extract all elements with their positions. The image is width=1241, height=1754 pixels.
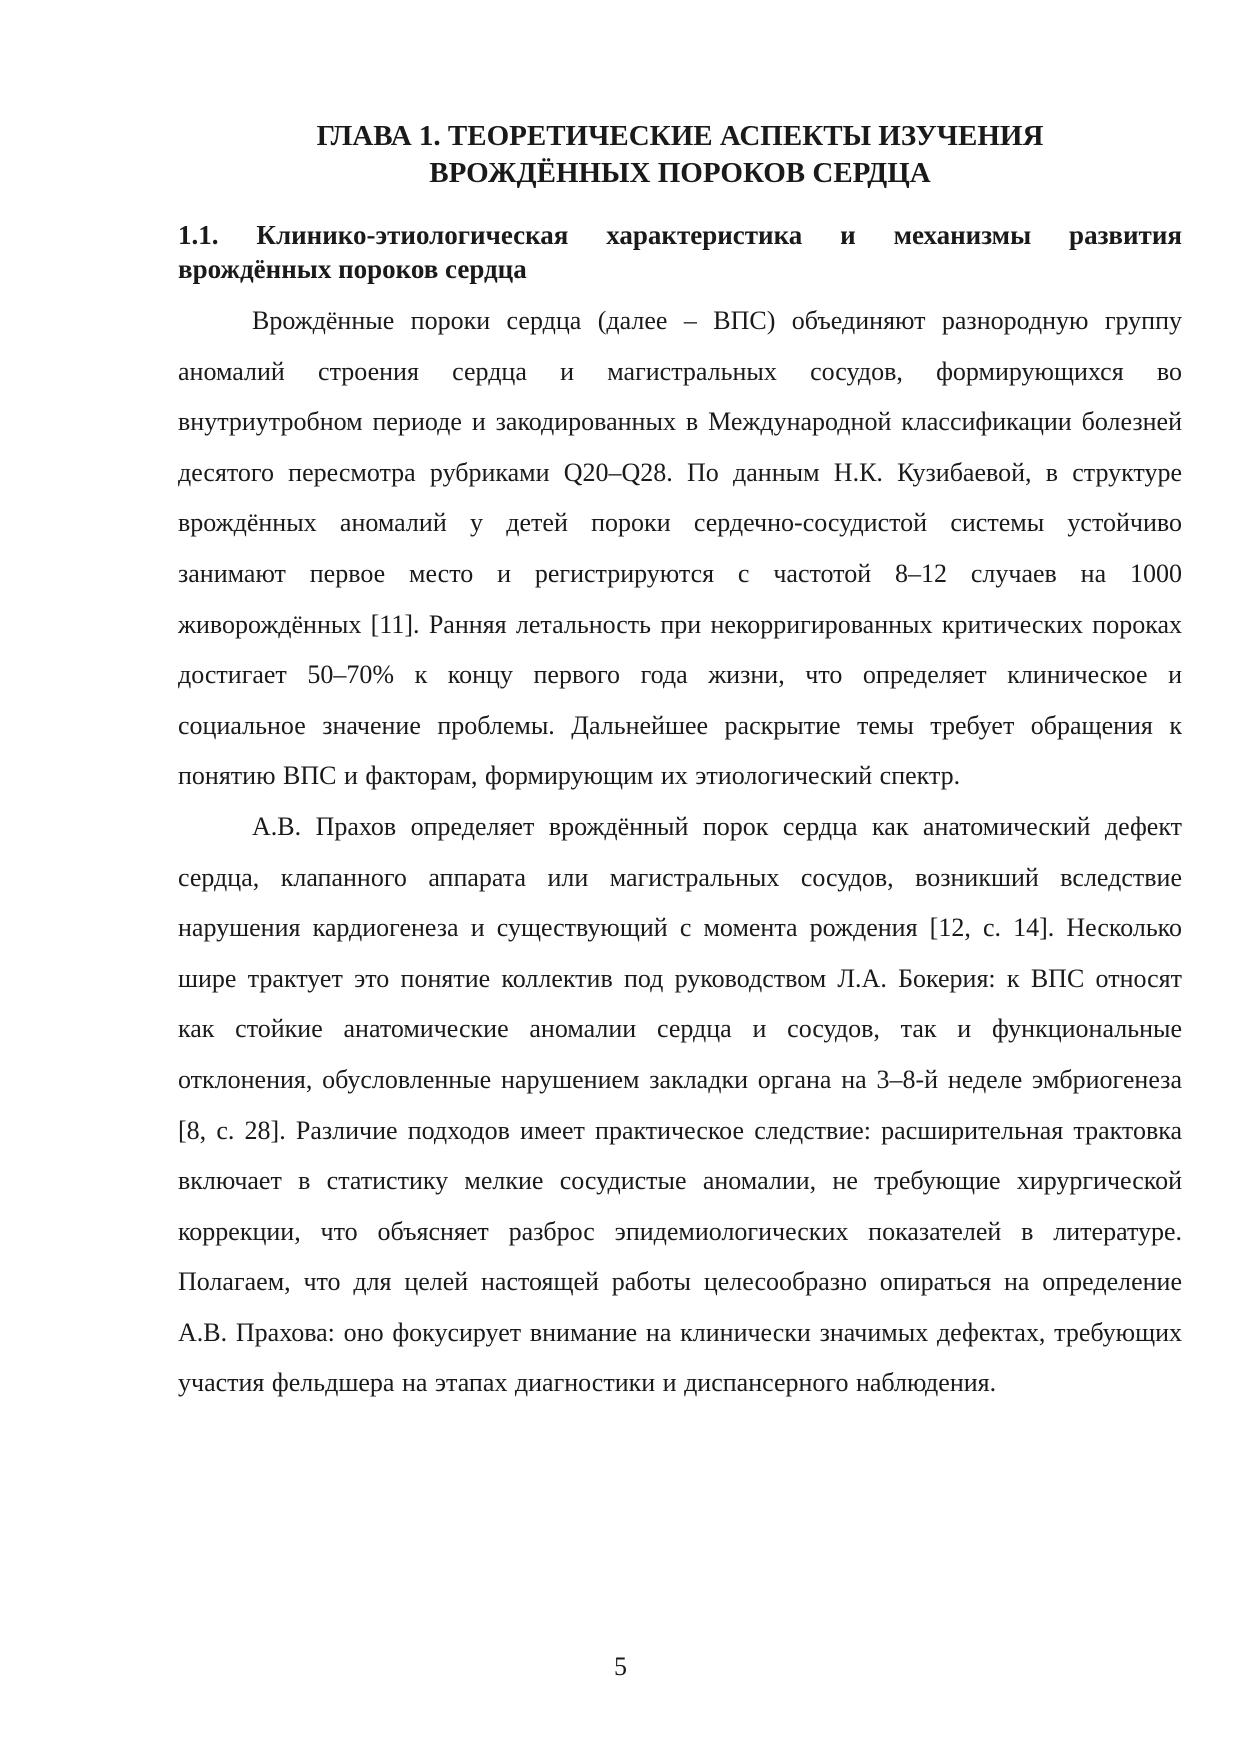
chapter-title-line-1: ГЛАВА 1. ТЕОРЕТИЧЕСКИЕ АСПЕКТЫ ИЗУЧЕНИЯ: [316, 120, 1044, 152]
paragraph-2: А.В. Прахов определяет врождённый порок сердца как анатомический дефект сердца, клапанного аппарата или магистральных сосудов, возникший вследствие нарушения кардиогенеза и существующий с момента рождения [12, с. 14]. Несколько шире трактует это понятие коллектив под руководством Л.А. Бокерия: к ВПС относят как стойкие анатомические аномалии сердца и сосудов, так и функциональные отклонения, обусловленные нарушением закладки органа на 3–8-й неделе эмбриогенеза [8, с. 28]. Различие подходов имеет практическое следствие: расширительная трактовка включает в статистику мелкие сосудистые аномалии, не требующие хирургической коррекции, что объясняет разброс эпидемиологических показателей в литературе. Полагаем, что для целей настоящей работы целесообразно опираться на определение А.В. Прахова: оно фокусирует внимание на клинически значимых дефектах, требующих участия фельдшера на этапах диагностики и диспансерного наблюдения.: [178, 811, 1182, 1398]
page-number: 5: [614, 1652, 627, 1681]
chapter-title-line-2: ВРОЖДЁННЫХ ПОРОКОВ СЕРДЦА: [429, 157, 931, 189]
paragraph-1: Врождённые пороки сердца (далее – ВПС) объединяют разнородную группу аномалий строения сердца и магистральных сосудов, формирующихся во внутриутробном периоде и закодированных в Международной классификации болезней десятого пересмотра рубриками Q20–Q28. По данным Н.К. Кузибаевой, в структуре врождённых аномалий у детей пороки сердечно-сосудистой системы устойчиво занимают первое место и регистрируются с частотой 8–12 случаев на 1000 живорождённых [11]. Ранняя летальность при некорригированных критических пороках достигает 50–70% к концу первого года жизни, что определяет клиническое и социальное значение проблемы. Дальнейшее раскрытие темы требует обращения к понятию ВПС и факторам, формирующим их этиологический спектр.: [178, 306, 1182, 791]
chapter-title: [178, 118, 1182, 192]
document-page: [178, 118, 1182, 1409]
section-title: 1.1. Клинико-этиологическая характеристика и механизмы развития врождённых пороков сердца: [178, 220, 1182, 284]
